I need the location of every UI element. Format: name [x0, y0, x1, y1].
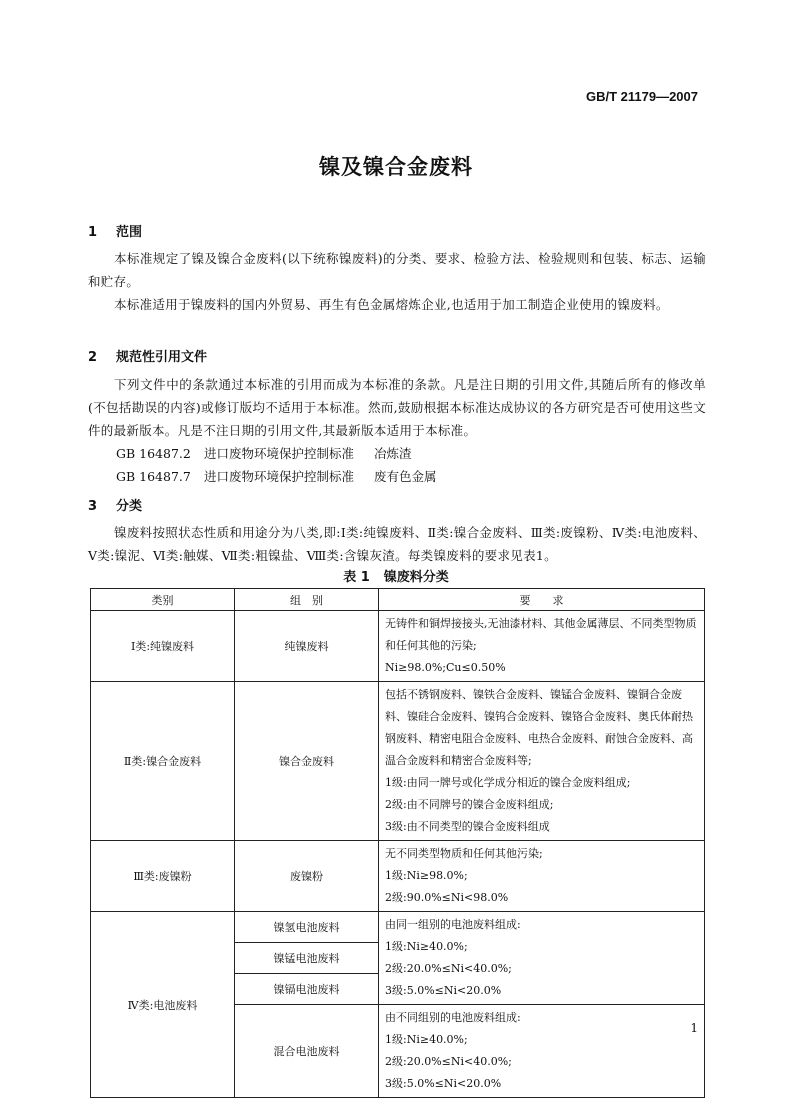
- reference-item: [116, 465, 437, 488]
- requirement-cell: [379, 841, 705, 912]
- group-cell: 纯镍废料: [235, 611, 379, 682]
- section-number: 3: [88, 499, 98, 514]
- paragraph: 下列文件中的条款通过本标准的引用而成为本标准的条款。凡是注日期的引用文件,其随后所有的修改单(不包括勘误的内容)或修订版均不适用于本标准。然而,鼓励根据本标准达成协议的各方研究是否可使用这些文件的最新版本。凡是不注日期的引用文件,其最新版本适用于本标准。: [88, 377, 706, 438]
- section-3-body: [88, 521, 706, 567]
- table-row: [91, 841, 705, 912]
- table-header-row: [91, 589, 705, 611]
- section-title: 规范性引用文件: [116, 350, 208, 365]
- page-number: 1: [690, 1021, 698, 1035]
- table-row: [91, 611, 705, 682]
- requirement-line: 无不同类型物质和任何其他污染;: [385, 847, 543, 860]
- table-row: [91, 912, 705, 943]
- reference-title: 进口废物环境保护控制标准: [204, 446, 355, 461]
- requirement-line: 由不同组别的电池废料组成:: [385, 1011, 521, 1024]
- requirement-line: 包括不锈钢废料、镍铁合金废料、镍锰合金废料、镍铜合金废料、镍硅合金废料、镍钨合金废料、镍铬合金废料、奥氏体耐热钢废料、精密电阻合金废料、电热合金废料、耐蚀合金废料、高温合金废料和精密合金废料等;: [385, 688, 693, 767]
- requirement-cell: [379, 1005, 705, 1098]
- requirement-line: 1级:Ni≥40.0%;: [385, 940, 468, 953]
- category-cell: Ⅱ类:镍合金废料: [91, 682, 235, 841]
- requirement-line: 1级:Ni≥40.0%;: [385, 1033, 468, 1046]
- group-cell: 镍合金废料: [235, 682, 379, 841]
- requirement-line: Ni≥98.0%;Cu≤0.50%: [385, 661, 506, 674]
- requirement-cell: [379, 611, 705, 682]
- group-cell: 混合电池废料: [235, 1005, 379, 1098]
- section-2-body: [88, 373, 706, 442]
- requirement-line: 无铸件和铜焊接接头,无油漆材料、其他金属薄层、不同类型物质和任何其他的污染;: [385, 617, 697, 652]
- document-title: 镍及镍合金废料: [319, 155, 473, 179]
- group-cell: 镍氢电池废料: [235, 912, 379, 943]
- requirement-line: 2级:20.0%≤Ni<40.0%;: [385, 962, 512, 975]
- header-group: 组 别: [235, 589, 379, 611]
- reference-code: GB 16487.2: [116, 446, 191, 461]
- classification-table: [90, 588, 705, 1098]
- requirement-line: 1级:由同一牌号或化学成分相近的镍合金废料组成;: [385, 776, 631, 789]
- paragraph: 本标准规定了镍及镍合金废料(以下统称镍废料)的分类、要求、检验方法、检验规则和包装、标志、运输和贮存。: [88, 251, 706, 289]
- requirement-line: 2级:由不同牌号的镍合金废料组成;: [385, 798, 554, 811]
- requirement-cell: [379, 912, 705, 1005]
- reference-subject: 废有色金属: [374, 469, 437, 484]
- group-cell: 镍镉电池废料: [235, 974, 379, 1005]
- requirement-line: 3级:5.0%≤Ni<20.0%: [385, 1077, 502, 1090]
- section-title: 范围: [116, 225, 143, 240]
- reference-code: GB 16487.7: [116, 469, 191, 484]
- requirement-line: 1级:Ni≥98.0%;: [385, 869, 468, 882]
- section-3-heading: [88, 495, 142, 514]
- table-caption-title: 镍废料分类: [383, 570, 449, 585]
- section-title: 分类: [116, 499, 143, 514]
- group-cell: 镍锰电池废料: [235, 943, 379, 974]
- paragraph: 镍废料按照状态性质和用途分为八类,即:Ⅰ类:纯镍废料、Ⅱ类:镍合金废料、Ⅲ类:废镍粉、Ⅳ类:电池废料、Ⅴ类:镍泥、Ⅵ类:触媒、Ⅶ类:粗镍盐、Ⅷ类:含镍灰渣。每类镍废料的要求见表1。: [88, 525, 706, 563]
- section-1-body: [88, 247, 706, 316]
- reference-item: [116, 442, 412, 465]
- requirement-line: 2级:20.0%≤Ni<40.0%;: [385, 1055, 512, 1068]
- section-2-heading: [88, 346, 207, 365]
- requirement-line: 3级:由不同类型的镍合金废料组成: [385, 820, 550, 833]
- table-caption-number: 表 1: [343, 570, 370, 585]
- table-caption: [0, 566, 792, 585]
- category-cell: Ⅰ类:纯镍废料: [91, 611, 235, 682]
- standard-number: GB/T 21179—2007: [585, 89, 698, 104]
- header-category: 类别: [91, 589, 235, 611]
- reference-subject: 冶炼渣: [374, 446, 412, 461]
- category-cell: Ⅲ类:废镍粉: [91, 841, 235, 912]
- section-1-heading: [88, 221, 142, 240]
- requirement-line: 2级:90.0%≤Ni<98.0%: [385, 891, 509, 904]
- table-row: [91, 682, 705, 841]
- requirement-line: 3级:5.0%≤Ni<20.0%: [385, 984, 502, 997]
- group-cell: 废镍粉: [235, 841, 379, 912]
- reference-title: 进口废物环境保护控制标准: [204, 469, 355, 484]
- requirement-line: 由同一组别的电池废料组成:: [385, 918, 521, 931]
- section-number: 1: [88, 225, 98, 240]
- paragraph: 本标准适用于镍废料的国内外贸易、再生有色金属熔炼企业,也适用于加工制造企业使用的镍废料。: [114, 297, 669, 312]
- category-cell: Ⅳ类:电池废料: [91, 912, 235, 1098]
- section-number: 2: [88, 350, 98, 365]
- header-requirement: 要 求: [379, 589, 705, 611]
- requirement-cell: [379, 682, 705, 841]
